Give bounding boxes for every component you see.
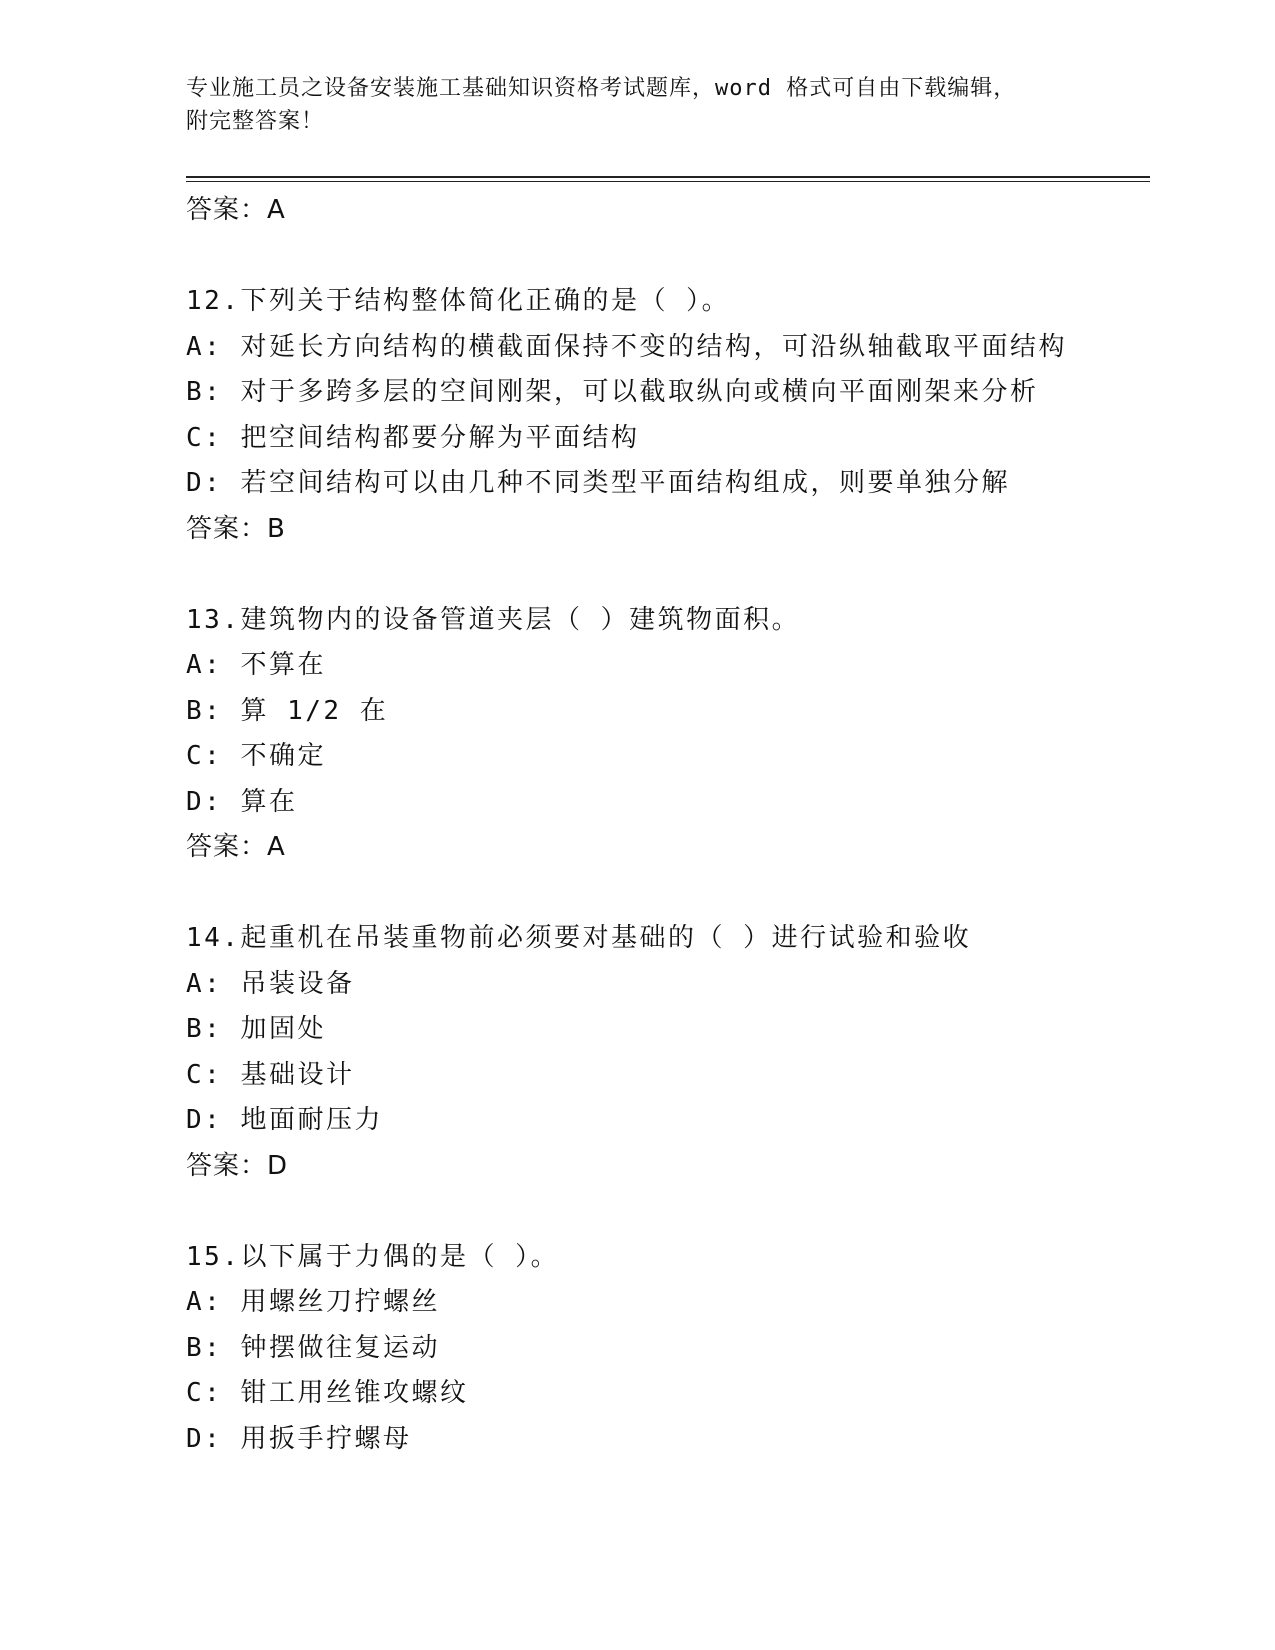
question-stem: 13.建筑物内的设备管道夹层（ ）建筑物面积。 <box>186 604 801 635</box>
answer: 答案：B <box>186 513 286 544</box>
question-stem: 15.以下属于力偶的是（ ）。 <box>186 1241 560 1272</box>
spacer <box>186 1189 1146 1235</box>
question-13 <box>186 598 1146 871</box>
option-c: C: 钳工用丝锥攻螺纹 <box>186 1378 469 1408</box>
option-a: A: 对延长方向结构的横截面保持不变的结构，可沿纵轴截取平面结构 <box>186 331 1067 362</box>
option-b: B: 对于多跨多层的空间刚架，可以截取纵向或横向平面刚架来分析 <box>186 377 1039 407</box>
option-d: D: 算在 <box>186 786 298 817</box>
question-14 <box>186 916 1146 1189</box>
question-12 <box>186 279 1146 552</box>
question-15 <box>186 1235 1146 1463</box>
option-b: B: 钟摆做往复运动 <box>186 1332 440 1363</box>
option-c: C: 基础设计 <box>186 1059 355 1090</box>
spacer <box>186 871 1146 917</box>
question-stem: 12.下列关于结构整体简化正确的是（ ）。 <box>186 286 731 316</box>
previous-answer: 答案：A <box>186 195 286 225</box>
spacer <box>186 552 1146 598</box>
header-divider-thick <box>186 176 1150 178</box>
question-stem: 14.起重机在吊装重物前必须要对基础的（ ）进行试验和验收 <box>186 923 972 953</box>
option-b: B: 加固处 <box>186 1014 326 1044</box>
question-list <box>186 188 1146 1462</box>
header-divider-thin <box>186 181 1150 182</box>
option-c: C: 不确定 <box>186 741 326 771</box>
option-d: D: 用扳手拧螺母 <box>186 1423 412 1454</box>
option-c: C: 把空间结构都要分解为平面结构 <box>186 422 640 453</box>
answer: 答案：A <box>186 832 286 862</box>
spacer <box>186 234 1146 280</box>
option-d: D: 地面耐压力 <box>186 1105 383 1135</box>
option-d: D: 若空间结构可以由几种不同类型平面结构组成，则要单独分解 <box>186 468 1010 498</box>
option-a: A: 用螺丝刀拧螺丝 <box>186 1287 440 1317</box>
header-line-2: 附完整答案！ <box>186 109 325 134</box>
option-a: A: 吊装设备 <box>186 968 355 999</box>
option-a: A: 不算在 <box>186 650 326 680</box>
option-b: B: 算 1/2 在 <box>186 695 389 726</box>
answer: 答案：D <box>186 1150 289 1181</box>
header-line-1: 专业施工员之设备安装施工基础知识资格考试题库，word 格式可自由下载编辑， <box>186 76 1017 101</box>
document-header <box>186 72 1116 138</box>
